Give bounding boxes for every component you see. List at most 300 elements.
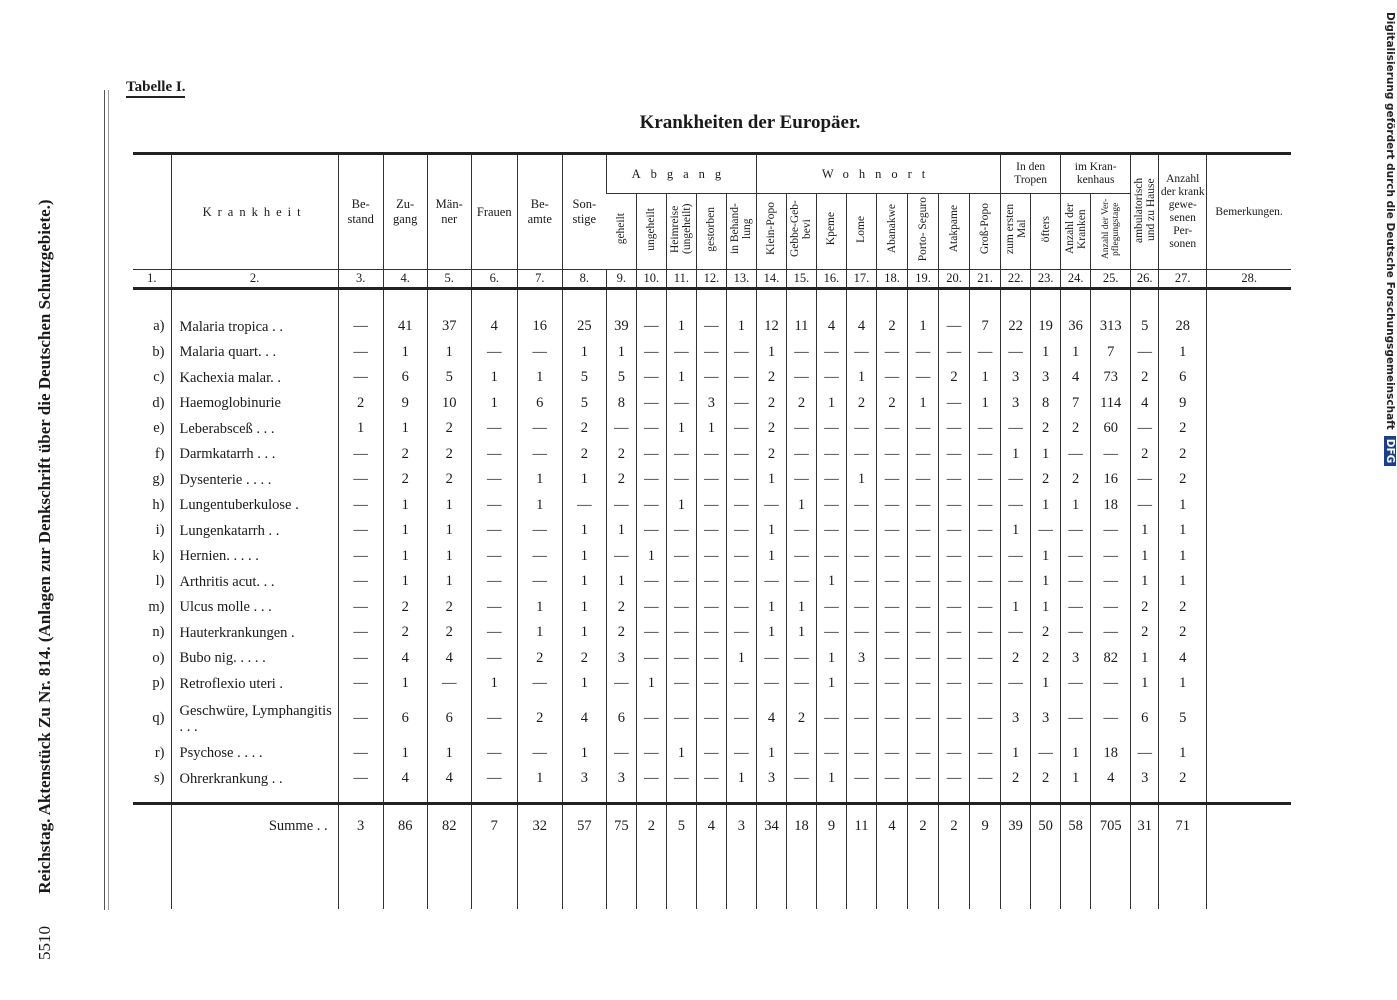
spacer-cell <box>786 289 816 315</box>
row-label: n) <box>152 624 165 641</box>
spacer-cell <box>1061 792 1091 804</box>
table-cell: 1 <box>756 518 786 544</box>
table-cell: 4 <box>1061 365 1091 391</box>
table-cell: 2 <box>1159 416 1207 442</box>
table-cell: — <box>846 766 876 792</box>
spacer-cell <box>970 792 1001 804</box>
table-cell: — <box>1091 697 1131 741</box>
table-cell: — <box>338 569 383 595</box>
table-cell: 1 <box>383 493 427 519</box>
table-cell: — <box>666 518 696 544</box>
table-cell: 1 <box>666 416 696 442</box>
table-cell: 22 <box>1001 314 1031 340</box>
table-row <box>133 569 1291 595</box>
spacer-cell <box>1091 792 1131 804</box>
table-cell: — <box>877 620 908 646</box>
tail-cell <box>1031 849 1061 909</box>
table-cell: — <box>786 467 816 493</box>
table-cell: 1 <box>471 391 517 417</box>
col-header-verpflegungstage <box>1091 194 1131 270</box>
tail-cell <box>816 849 846 909</box>
table-cell: — <box>1131 416 1159 442</box>
table-row <box>133 697 1291 741</box>
disease-name: Hauterkrankungen . <box>171 620 338 646</box>
table-cell: 1 <box>816 646 846 672</box>
spacer-cell <box>756 792 786 804</box>
spacer-cell <box>1031 289 1061 315</box>
col-header-heimreise <box>666 194 696 270</box>
column-number: 24. <box>1061 270 1091 289</box>
sum-cell: 57 <box>562 803 606 849</box>
table-cell: 2 <box>427 620 471 646</box>
table-cell: 4 <box>383 766 427 792</box>
table-cell: — <box>726 620 756 646</box>
table-cell: — <box>1001 671 1031 697</box>
table-cell: — <box>786 365 816 391</box>
table-cell: 6 <box>1159 365 1207 391</box>
spacer-cell <box>606 289 636 315</box>
table-cell: — <box>970 493 1001 519</box>
table-cell: — <box>939 391 970 417</box>
table-cell: 2 <box>1159 620 1207 646</box>
column-number: 13. <box>726 270 756 289</box>
table-cell: — <box>1091 518 1131 544</box>
col-header-bestand: Be- stand <box>338 154 383 270</box>
table-cell: — <box>877 646 908 672</box>
table-cell: 1 <box>562 620 606 646</box>
table-row <box>133 391 1291 417</box>
sum-cell: 31 <box>1131 803 1159 849</box>
table-cell: — <box>636 442 666 468</box>
disease-name: Kachexia malar. . <box>171 365 338 391</box>
table-cell: 19 <box>1031 314 1061 340</box>
sum-cell: 9 <box>970 803 1001 849</box>
spacer-row <box>133 792 1291 804</box>
sum-cell: 2 <box>636 803 666 849</box>
sum-cell: 71 <box>1159 803 1207 849</box>
table-cell: — <box>1061 442 1091 468</box>
table-cell: 1 <box>756 741 786 767</box>
remarks-cell <box>1207 340 1291 366</box>
table-cell: 1 <box>666 365 696 391</box>
col-header-anzahl-kranken <box>1061 194 1091 270</box>
table-cell: — <box>846 697 876 741</box>
table-cell: 1 <box>726 646 756 672</box>
table-cell: — <box>517 518 562 544</box>
disease-name: Lungentuberkulose . <box>171 493 338 519</box>
table-cell: — <box>338 620 383 646</box>
table-cell: — <box>726 544 756 570</box>
spacer-cell <box>171 792 338 804</box>
table-cell: 1 <box>1031 493 1061 519</box>
table-cell: — <box>1061 697 1091 741</box>
table-cell: 2 <box>517 646 562 672</box>
table-cell: — <box>877 697 908 741</box>
spacer-cell <box>1159 792 1207 804</box>
remarks-cell <box>1207 493 1291 519</box>
table-cell: — <box>970 442 1001 468</box>
sum-cell: 50 <box>1031 803 1061 849</box>
table-cell: 2 <box>1031 620 1061 646</box>
col-header-sonstige: Son- stige <box>562 154 606 270</box>
table-cell: — <box>338 766 383 792</box>
table-cell: — <box>786 646 816 672</box>
table-cell: 2 <box>562 442 606 468</box>
table-cell: — <box>726 467 756 493</box>
table-cell: 2 <box>1131 365 1159 391</box>
table-cell: 1 <box>1031 569 1061 595</box>
column-number: 2. <box>171 270 338 289</box>
table-cell: 2 <box>383 442 427 468</box>
table-cell: 5 <box>562 391 606 417</box>
table-cell: 1 <box>606 340 636 366</box>
table-cell: — <box>471 766 517 792</box>
table-cell: 1 <box>1131 569 1159 595</box>
table-cell: 1 <box>666 493 696 519</box>
table-cell: — <box>908 766 939 792</box>
tail-row <box>133 849 1291 909</box>
table-cell: 1 <box>908 391 939 417</box>
remarks-cell <box>1207 671 1291 697</box>
column-number: 12. <box>696 270 726 289</box>
table-cell: — <box>517 544 562 570</box>
col-header-oefters <box>1031 194 1061 270</box>
column-number: 14. <box>756 270 786 289</box>
table-cell: — <box>816 365 846 391</box>
table-cell: — <box>816 595 846 621</box>
table-cell: 6 <box>383 365 427 391</box>
col-header-ungeheilt <box>636 194 666 270</box>
table-cell: 6 <box>606 697 636 741</box>
table-cell: 10 <box>427 391 471 417</box>
table-cell: — <box>939 416 970 442</box>
table-cell: — <box>846 493 876 519</box>
table-cell: — <box>726 340 756 366</box>
spacer-cell <box>383 289 427 315</box>
table-cell: 1 <box>562 569 606 595</box>
table-cell: — <box>846 620 876 646</box>
table-cell: 3 <box>1131 766 1159 792</box>
col-header-gross-popo <box>970 194 1001 270</box>
table-cell: 1 <box>666 741 696 767</box>
tail-cell <box>606 849 636 909</box>
sum-cell: 82 <box>427 803 471 849</box>
column-number: 27. <box>1159 270 1207 289</box>
table-cell: 1 <box>1159 741 1207 767</box>
table-cell: 2 <box>1061 416 1091 442</box>
table-cell: 1 <box>517 467 562 493</box>
table-cell: — <box>1061 595 1091 621</box>
spacer-cell <box>427 792 471 804</box>
spacer-cell <box>877 289 908 315</box>
table-cell: — <box>970 741 1001 767</box>
table-cell: — <box>970 416 1001 442</box>
table-cell: 2 <box>939 365 970 391</box>
table-cell: — <box>726 442 756 468</box>
table-cell: 1 <box>562 595 606 621</box>
ungeheilt-label: ungeheilt <box>645 207 658 251</box>
table-cell: — <box>696 365 726 391</box>
table-cell: 4 <box>846 314 876 340</box>
table-cell: 2 <box>427 442 471 468</box>
table-cell: — <box>756 493 786 519</box>
table-cell: 2 <box>786 697 816 741</box>
table-cell: 7 <box>1091 340 1131 366</box>
table-cell: — <box>471 467 517 493</box>
table-cell: 1 <box>606 518 636 544</box>
table-row <box>133 493 1291 519</box>
table-cell: 36 <box>1061 314 1091 340</box>
tail-cell <box>1159 849 1207 909</box>
spacer-cell <box>970 289 1001 315</box>
spacer-cell <box>471 289 517 315</box>
table-cell: — <box>666 544 696 570</box>
table-cell: — <box>786 544 816 570</box>
col-header-zum-ersten-mal <box>1001 194 1031 270</box>
gross-popo-label: Groß-Popo <box>979 203 992 255</box>
tail-cell <box>636 849 666 909</box>
table-cell: — <box>517 442 562 468</box>
table-cell: 1 <box>1131 671 1159 697</box>
table-cell: — <box>1091 442 1131 468</box>
table-cell: — <box>338 442 383 468</box>
table-cell: 3 <box>1001 391 1031 417</box>
tail-cell <box>666 849 696 909</box>
spacer-cell <box>517 289 562 315</box>
disease-table-container <box>133 152 1291 909</box>
table-cell: — <box>471 518 517 544</box>
table-cell: — <box>846 741 876 767</box>
disease-name: Dysenterie . . . . <box>171 467 338 493</box>
spacer-cell <box>908 289 939 315</box>
table-cell: — <box>1131 493 1159 519</box>
col-header-gestorben <box>696 194 726 270</box>
abanakwe-label: Abanakwe <box>886 204 898 254</box>
table-cell: — <box>970 671 1001 697</box>
row-label: e) <box>153 420 165 437</box>
table-cell: 2 <box>606 442 636 468</box>
table-cell: — <box>636 493 666 519</box>
table-cell: — <box>636 741 666 767</box>
disease-name: Lungenkatarrh . . <box>171 518 338 544</box>
table-cell: 1 <box>1001 741 1031 767</box>
table-cell: — <box>1061 518 1091 544</box>
table-cell: — <box>696 493 726 519</box>
spacer-cell <box>696 792 726 804</box>
table-cell: — <box>696 442 726 468</box>
table-cell: — <box>939 671 970 697</box>
table-cell: 1 <box>1159 518 1207 544</box>
table-body <box>133 270 1291 909</box>
remarks-cell <box>1207 595 1291 621</box>
spacer-cell <box>171 289 338 315</box>
table-cell: — <box>726 595 756 621</box>
spacer-cell <box>816 792 846 804</box>
sum-label: Summe . . <box>171 803 338 849</box>
table-label: Tabelle I. <box>126 78 185 98</box>
sum-cell: 9 <box>816 803 846 849</box>
table-cell: — <box>877 442 908 468</box>
spacer-cell <box>726 792 756 804</box>
table-cell: — <box>696 467 726 493</box>
table-cell: 1 <box>1061 741 1091 767</box>
table-cell: — <box>726 569 756 595</box>
tail-cell <box>171 849 338 909</box>
column-number: 15. <box>786 270 816 289</box>
table-cell: — <box>908 620 939 646</box>
table-cell: — <box>939 493 970 519</box>
table-cell: — <box>696 671 726 697</box>
table-cell: 7 <box>970 314 1001 340</box>
table-cell: 1 <box>1061 493 1091 519</box>
table-cell: 1 <box>1159 671 1207 697</box>
table-cell: 1 <box>1159 340 1207 366</box>
table-cell: 3 <box>1061 646 1091 672</box>
table-cell: 1 <box>726 314 756 340</box>
table-cell: — <box>877 671 908 697</box>
sum-cell: 4 <box>696 803 726 849</box>
table-cell: 1 <box>562 544 606 570</box>
spacer-cell <box>133 792 171 804</box>
table-cell: — <box>846 442 876 468</box>
table-cell: — <box>786 518 816 544</box>
table-row <box>133 646 1291 672</box>
remarks-cell <box>1207 646 1291 672</box>
table-cell: — <box>970 544 1001 570</box>
table-cell: — <box>666 595 696 621</box>
table-cell: — <box>877 467 908 493</box>
spacer-cell <box>666 289 696 315</box>
table-cell: — <box>338 646 383 672</box>
table-cell: 28 <box>1159 314 1207 340</box>
table-cell: — <box>939 569 970 595</box>
table-cell: 2 <box>383 467 427 493</box>
table-cell: 3 <box>562 766 606 792</box>
table-cell: — <box>908 544 939 570</box>
table-cell: — <box>970 467 1001 493</box>
table-cell: 1 <box>562 671 606 697</box>
table-cell: — <box>666 569 696 595</box>
table-cell: — <box>696 340 726 366</box>
column-number: 9. <box>606 270 636 289</box>
geheilt-label: geheilt <box>615 213 628 245</box>
table-cell: — <box>1091 569 1131 595</box>
table-cell: — <box>786 569 816 595</box>
table-cell: — <box>1061 544 1091 570</box>
table-cell: 2 <box>1061 467 1091 493</box>
row-label: i) <box>155 522 165 539</box>
table-cell: 1 <box>1131 646 1159 672</box>
col-header-kpeme <box>816 194 846 270</box>
table-cell: — <box>877 493 908 519</box>
table-cell: — <box>939 518 970 544</box>
table-cell: 1 <box>1061 340 1091 366</box>
table-cell: 1 <box>696 416 726 442</box>
table-cell: — <box>1001 569 1031 595</box>
spacer-cell <box>1091 289 1131 315</box>
table-cell: — <box>517 340 562 366</box>
group-header-tropen: In den Tropen <box>1001 154 1061 194</box>
col-header-zugang: Zu- gang <box>383 154 427 270</box>
col-header-anzahl: Anzahl der krank gewe- senen Per- sonen <box>1159 154 1207 270</box>
table-cell: — <box>696 646 726 672</box>
spacer-cell <box>636 289 666 315</box>
table-cell: 3 <box>1031 365 1061 391</box>
table-cell: 16 <box>1091 467 1131 493</box>
table-cell: — <box>1031 518 1061 544</box>
sum-cell: 34 <box>756 803 786 849</box>
heimreise-label: Heimreise (ungeheilt) <box>669 203 694 255</box>
tail-cell <box>133 849 171 909</box>
table-cell: 2 <box>756 442 786 468</box>
column-number: 1. <box>133 270 171 289</box>
table-row <box>133 620 1291 646</box>
row-label: l) <box>155 573 165 590</box>
table-cell: — <box>696 544 726 570</box>
table-cell: 82 <box>1091 646 1131 672</box>
table-title: Krankheiten der Europäer. <box>639 112 861 133</box>
disease-table <box>133 152 1291 909</box>
table-cell: 1 <box>816 671 846 697</box>
table-cell: — <box>636 620 666 646</box>
table-cell: — <box>471 442 517 468</box>
table-cell: 2 <box>1001 646 1031 672</box>
table-row <box>133 671 1291 697</box>
table-cell: — <box>816 741 846 767</box>
table-cell: — <box>636 595 666 621</box>
table-cell: 2 <box>1031 646 1061 672</box>
table-cell: 5 <box>427 365 471 391</box>
table-cell: — <box>636 697 666 741</box>
table-cell: 2 <box>1131 442 1159 468</box>
disease-name: Leberabsceß . . . <box>171 416 338 442</box>
table-cell: — <box>908 569 939 595</box>
table-cell: 9 <box>1159 391 1207 417</box>
sum-cell: 705 <box>1091 803 1131 849</box>
tail-cell <box>1207 849 1291 909</box>
spacer-cell <box>133 289 171 315</box>
spacer-cell <box>1131 792 1159 804</box>
col-header-beamte: Be- amte <box>517 154 562 270</box>
table-cell: 1 <box>427 569 471 595</box>
table-cell: 1 <box>1001 595 1031 621</box>
in-behandlung-label: in Behand- lung <box>729 203 754 255</box>
table-cell: 2 <box>1031 416 1061 442</box>
table-cell: — <box>908 518 939 544</box>
table-cell: — <box>726 741 756 767</box>
col-header-geheilt <box>606 194 636 270</box>
table-cell: 1 <box>1061 766 1091 792</box>
table-cell: 1 <box>756 620 786 646</box>
table-cell: — <box>517 569 562 595</box>
table-cell: — <box>517 671 562 697</box>
table-cell: 2 <box>383 620 427 646</box>
ambulatorisch-label: ambulatorisch und zu Hause <box>1132 177 1157 243</box>
table-cell: 4 <box>1159 646 1207 672</box>
table-cell: — <box>338 741 383 767</box>
table-cell: 1 <box>786 620 816 646</box>
table-cell: 2 <box>517 697 562 741</box>
table-cell: 2 <box>756 365 786 391</box>
column-number: 4. <box>383 270 427 289</box>
table-cell: — <box>517 741 562 767</box>
table-cell: — <box>666 697 696 741</box>
row-label: q) <box>152 710 165 726</box>
table-cell: 1 <box>427 493 471 519</box>
table-cell: 1 <box>1031 671 1061 697</box>
spacer-cell <box>1031 792 1061 804</box>
table-cell: — <box>1091 595 1131 621</box>
